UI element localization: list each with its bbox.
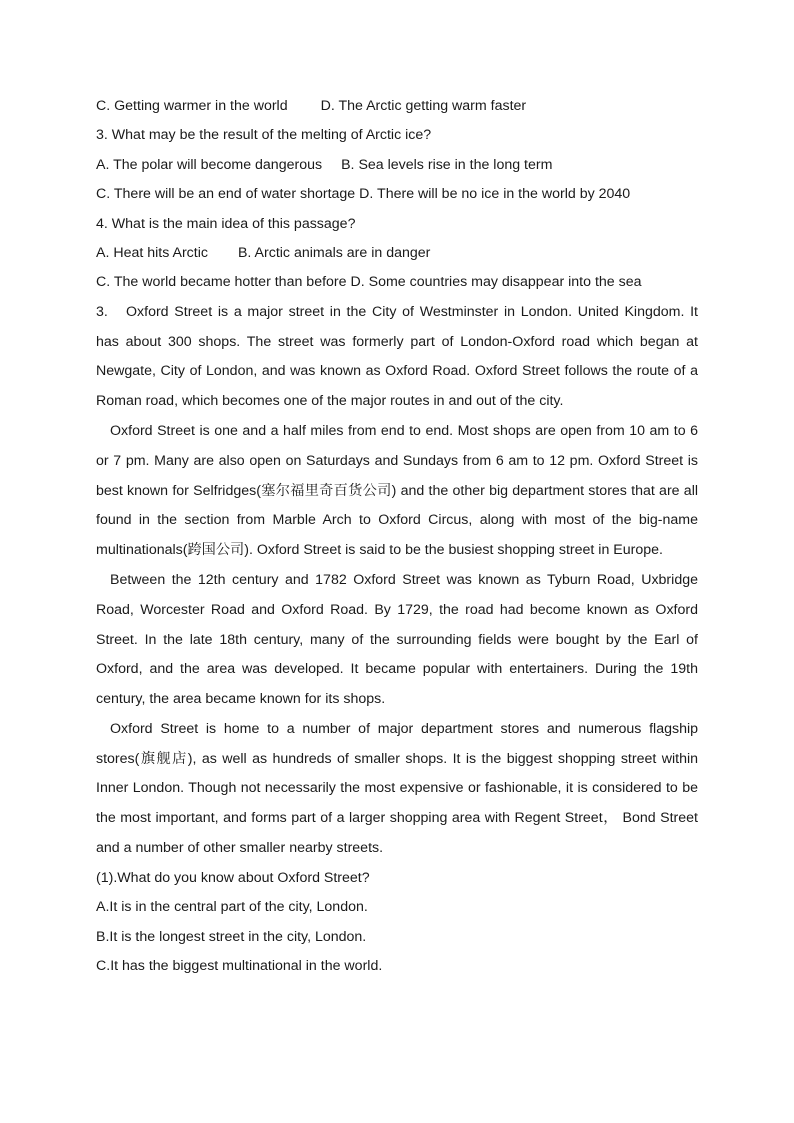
option-b: B. Arctic animals are in danger xyxy=(237,244,431,261)
option-a: A. Heat hits Arctic xyxy=(96,244,208,261)
option-b: B. Sea levels rise in the long term xyxy=(341,156,553,173)
option-d: D. The Arctic getting warm faster xyxy=(320,98,527,114)
question-options-row xyxy=(96,239,698,268)
option-d: D. Some countries may disappear into the sea xyxy=(350,274,642,291)
option-c: C. The world became hotter than before xyxy=(96,274,347,291)
option-c: C.It has the biggest multinational in the world. xyxy=(96,958,383,975)
question-options-row xyxy=(96,180,698,209)
question-options-row xyxy=(96,151,698,180)
option-a: A. The polar will become dangerous xyxy=(96,156,323,173)
option-d: D. There will be no ice in the world by 2040 xyxy=(359,186,631,203)
question-stem: 3. What may be the result of the melting of Arctic ice? xyxy=(96,127,432,144)
passage-paragraph: Between the 12th century and 1782 Oxford Street was known as Tyburn Road, Uxbridge Road, Worcester Road and Oxford Road. By 1729, the road had become known as Oxford Street. In the late 18th century, many of the surrounding fields were bought by the Earl of Oxford, and the area was developed. It became popular with entertainers. During the 19th century, the area became known for its shops. xyxy=(96,571,698,708)
option-c: C. There will be an end of water shortage xyxy=(96,186,356,203)
question-stem: (1).What do you know about Oxford Street? xyxy=(96,869,370,886)
question-stem: 4. What is the main idea of this passage? xyxy=(96,215,356,232)
question-options-row xyxy=(96,268,698,297)
option-a: A.It is in the central part of the city, London. xyxy=(96,899,368,916)
document-page xyxy=(96,92,698,981)
paragraph-text: Oxford Street is a major street in the City of Westminster in London. United Kingdom. It has about 300 shops. The street was formerly part of London-Oxford road which began at Newgate, City of London, and was known as Oxford Road. Oxford Street follows the route of a Roman road, which becomes one of the major routes in and out of the city. xyxy=(96,303,698,410)
passage-paragraph: Oxford Street is one and a half miles from end to end. Most shops are open from 10 am to 6 or 7 pm. Many are also open on Saturdays and Sundays from 6 am to 12 pm. Oxford Street is best known for Selfridges(塞尔福里奇百货公司) and the other big department stores that are all found in the section from Marble Arch to Oxford Circus, along with most of the big-name multinationals(跨国公司). Oxford Street is said to be the busiest shopping street in Europe. xyxy=(96,422,698,559)
option-b: B.It is the longest street in the city, London. xyxy=(96,928,367,945)
passage-number: 3. xyxy=(96,303,108,320)
question-options-row xyxy=(96,92,698,121)
option-c: C. Getting warmer in the world xyxy=(96,98,288,114)
passage-paragraph xyxy=(96,298,698,417)
passage-paragraph: Oxford Street is home to a number of major department stores and numerous flagship stores(旗舰店), as well as hundreds of smaller shops. It is the biggest shopping street within Inner London. Though not necessarily the most expensive or fashionable, it is considered to be the most important, and forms part of a larger shopping area with Regent Street， Bond Street and a number of other smaller nearby streets. xyxy=(96,720,698,857)
